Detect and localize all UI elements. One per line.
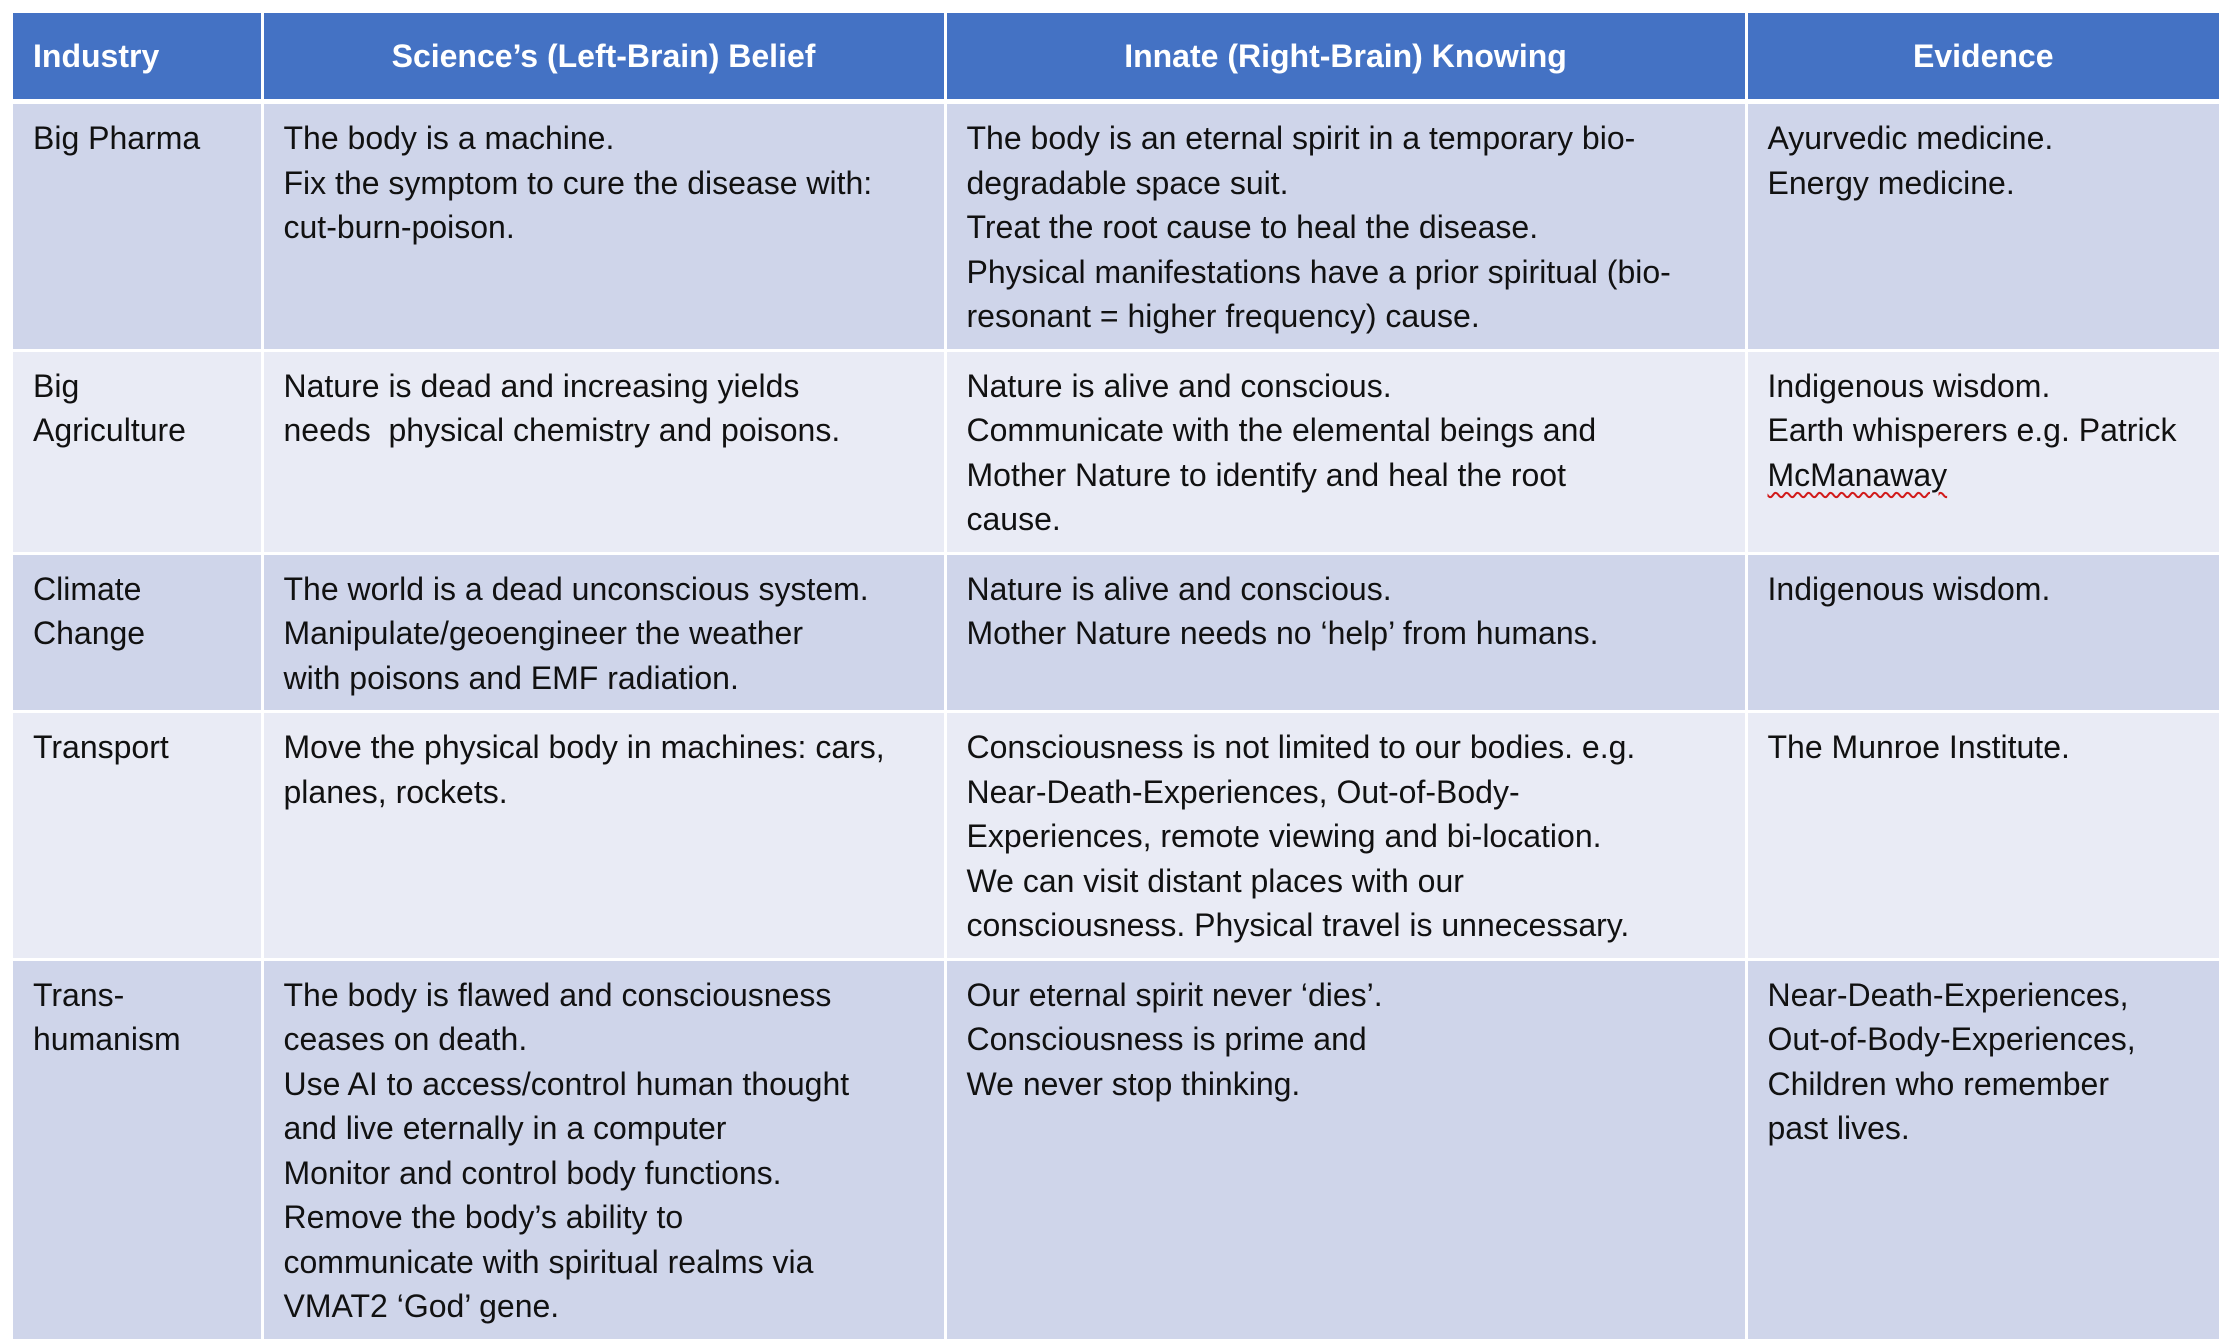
cell-line: Trans- <box>33 976 125 1013</box>
cell-science <box>262 712 945 960</box>
cell-line: Indigenous wisdom. <box>1767 570 2051 607</box>
cell-line: cause. <box>966 501 1061 537</box>
cell-evidence <box>1746 712 2219 960</box>
cell-line: degradable space suit. <box>966 164 1289 201</box>
cell-line: We never stop thinking. <box>966 1065 1301 1102</box>
cell-line: needs physical chemistry and poisons. <box>283 412 841 448</box>
comparison-table-container <box>13 13 2219 1342</box>
header-industry: Industry <box>13 13 262 102</box>
cell-line: Transport <box>33 729 169 765</box>
cell-line: resonant = higher frequency) cause. <box>966 298 1480 334</box>
cell-evidence <box>1746 350 2219 553</box>
cell-line: Earth whisperers e.g. Patrick <box>1767 412 2177 448</box>
cell-industry <box>13 102 262 351</box>
spellcheck-underlined-word: McManaway <box>1767 456 1948 493</box>
cell-line: Change <box>33 615 146 651</box>
cell-evidence <box>1746 102 2219 351</box>
table-row-big-pharma <box>13 102 2219 351</box>
cell-evidence <box>1746 553 2219 712</box>
cell-line: humanism <box>33 1021 181 1057</box>
cell-line: The world is a dead unconscious system. <box>283 570 869 607</box>
cell-line: Ayurvedic medicine. <box>1767 120 2054 156</box>
cell-innate <box>945 350 1746 553</box>
cell-line: Nature is alive and conscious. <box>966 367 1392 404</box>
cell-science <box>262 350 945 553</box>
cell-evidence <box>1746 959 2219 1340</box>
cell-line: Fix the symptom to cure the disease with: <box>283 164 873 201</box>
cell-line: Experiences, remote viewing and bi-location. <box>966 818 1602 854</box>
cell-industry <box>13 712 262 960</box>
cell-line: Near-Death-Experiences, Out-of-Body- <box>966 773 1520 810</box>
cell-line: We can visit distant places with our <box>966 862 1464 899</box>
cell-innate <box>945 102 1746 351</box>
table-row-transport <box>13 712 2219 960</box>
header-evidence: Evidence <box>1746 13 2219 102</box>
header-innate-knowing: Innate (Right-Brain) Knowing <box>945 13 1746 102</box>
cell-line: Mother Nature to identify and heal the root <box>966 456 1566 493</box>
cell-line: The body is an eternal spirit in a temporary bio- <box>966 120 1636 156</box>
cell-line: Treat the root cause to heal the disease. <box>966 209 1539 245</box>
cell-line: Big <box>33 367 80 404</box>
cell-line: Communicate with the elemental beings and <box>966 412 1597 448</box>
cell-line: past lives. <box>1767 1110 1910 1146</box>
cell-industry <box>13 553 262 712</box>
cell-line: VMAT2 ‘God’ gene. <box>283 1288 560 1324</box>
cell-line: Out-of-Body-Experiences, <box>1767 1021 2136 1057</box>
cell-line: Children who remember <box>1767 1065 2109 1102</box>
cell-innate <box>945 959 1746 1340</box>
cell-line: Climate <box>33 570 142 607</box>
cell-innate <box>945 553 1746 712</box>
table-row-big-agriculture <box>13 350 2219 553</box>
cell-industry <box>13 350 262 553</box>
cell-line: consciousness. Physical travel is unnecessary. <box>966 907 1630 943</box>
cell-line: Monitor and control body functions. <box>283 1154 782 1191</box>
cell-line: The Munroe Institute. <box>1767 729 2070 765</box>
cell-line: Agriculture <box>33 412 186 448</box>
cell-innate <box>945 712 1746 960</box>
cell-line: communicate with spiritual realms via <box>283 1243 814 1280</box>
cell-line: planes, rockets. <box>283 773 508 810</box>
cell-line: Indigenous wisdom. <box>1767 367 2051 404</box>
cell-line: Move the physical body in machines: cars, <box>283 729 885 765</box>
cell-line: Mother Nature needs no ‘help’ from humans. <box>966 615 1599 651</box>
cell-line: ceases on death. <box>283 1021 528 1057</box>
cell-line: Consciousness is prime and <box>966 1021 1367 1057</box>
cell-line-spellcheck <box>1768 453 2200 498</box>
cell-line: Big Pharma <box>33 120 201 156</box>
cell-line: with poisons and EMF radiation. <box>283 659 739 696</box>
cell-line: Use AI to access/control human thought <box>283 1065 850 1102</box>
cell-line: cut-burn-poison. <box>283 209 515 245</box>
cell-line: Our eternal spirit never ‘dies’. <box>966 976 1383 1013</box>
cell-line: Remove the body’s ability to <box>283 1199 684 1235</box>
cell-science <box>262 553 945 712</box>
cell-line: and live eternally in a computer <box>283 1110 727 1146</box>
cell-line: Manipulate/geoengineer the weather <box>283 615 803 651</box>
cell-line: Nature is alive and conscious. <box>966 570 1392 607</box>
cell-science <box>262 102 945 351</box>
header-science-belief: Science’s (Left-Brain) Belief <box>262 13 945 102</box>
cell-line: Energy medicine. <box>1767 164 2015 201</box>
cell-industry <box>13 959 262 1340</box>
cell-science <box>262 959 945 1340</box>
cell-line: Near-Death-Experiences, <box>1767 976 2129 1013</box>
table-row-climate-change <box>13 553 2219 712</box>
cell-line: Consciousness is not limited to our bodies. e.g. <box>966 729 1636 765</box>
table-row-transhumanism <box>13 959 2219 1340</box>
comparison-table <box>13 13 2219 1342</box>
cell-line: The body is a machine. <box>283 120 615 156</box>
cell-line: Physical manifestations have a prior spiritual (bio- <box>966 253 1671 290</box>
cell-line: Nature is dead and increasing yields <box>283 367 800 404</box>
cell-line: The body is flawed and consciousness <box>283 976 832 1013</box>
header-row <box>13 13 2219 102</box>
